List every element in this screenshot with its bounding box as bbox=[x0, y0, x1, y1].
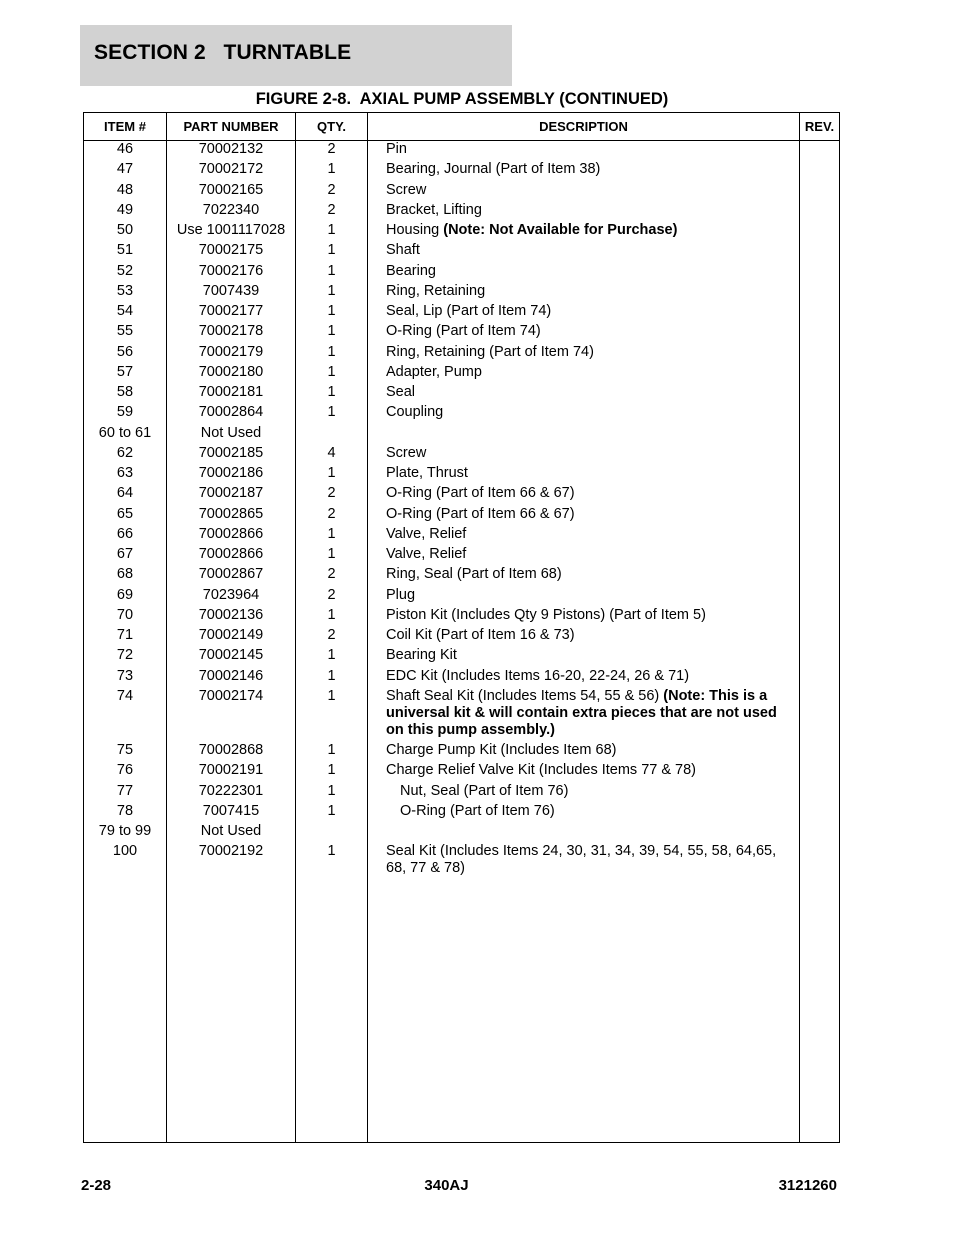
description-text: Bearing, Journal (Part of Item 38) bbox=[386, 161, 601, 178]
cell-item: 79 to 99 bbox=[98, 823, 152, 839]
cell-part-number: 70002176 bbox=[198, 262, 264, 279]
cell-description bbox=[386, 742, 798, 759]
cell-description bbox=[386, 843, 798, 877]
table-row bbox=[84, 425, 839, 445]
cell-qty: 2 bbox=[327, 181, 336, 198]
header-description: DESCRIPTION bbox=[539, 119, 628, 134]
cell-item: 77 bbox=[116, 782, 134, 799]
cell-qty: 1 bbox=[327, 762, 336, 779]
cell-item: 75 bbox=[116, 742, 134, 758]
cell-qty: 1 bbox=[327, 161, 336, 178]
cell-description bbox=[386, 364, 798, 381]
cell-qty: 1 bbox=[327, 242, 336, 259]
cell-qty: 1 bbox=[327, 363, 336, 380]
cell-item: 67 bbox=[116, 546, 134, 562]
cell-item: 48 bbox=[116, 181, 134, 198]
table-row bbox=[84, 742, 839, 762]
cell-part-number: 70002864 bbox=[198, 404, 264, 421]
description-text: Ring, Retaining bbox=[386, 282, 486, 299]
cell-item: 49 bbox=[116, 201, 134, 218]
description-text: Plate, Thrust bbox=[386, 465, 468, 481]
cell-qty: 1 bbox=[327, 323, 336, 340]
table-row bbox=[84, 607, 839, 627]
table-row bbox=[84, 404, 839, 424]
cell-qty: 1 bbox=[327, 802, 336, 819]
description-text: Screw bbox=[386, 181, 427, 198]
cell-item: 65 bbox=[116, 505, 134, 522]
cell-qty: 1 bbox=[327, 404, 336, 421]
table-row bbox=[84, 323, 839, 343]
cell-part-number: 70002136 bbox=[198, 606, 264, 623]
table-row bbox=[84, 647, 839, 667]
table-row bbox=[84, 566, 839, 586]
table-row bbox=[84, 242, 839, 262]
cell-description bbox=[386, 566, 798, 583]
cell-part-number: 70002146 bbox=[198, 667, 264, 684]
cell-item: 69 bbox=[116, 586, 134, 603]
table-row bbox=[84, 668, 839, 688]
table-row bbox=[84, 384, 839, 404]
cell-item: 47 bbox=[116, 161, 134, 178]
table-row bbox=[84, 627, 839, 647]
section-title: SECTION 2 TURNTABLE bbox=[94, 41, 352, 64]
cell-qty: 2 bbox=[327, 566, 336, 583]
cell-part-number: 70002179 bbox=[198, 343, 264, 360]
cell-item: 74 bbox=[116, 687, 134, 704]
header-item: ITEM # bbox=[104, 119, 146, 134]
cell-item: 50 bbox=[116, 222, 134, 238]
cell-description bbox=[386, 161, 798, 178]
table-row bbox=[84, 182, 839, 202]
cell-part-number: Not Used bbox=[200, 424, 262, 441]
cell-part-number: 70002866 bbox=[198, 525, 264, 542]
table-row bbox=[84, 688, 839, 742]
cell-description bbox=[386, 263, 798, 280]
cell-part-number: 70002187 bbox=[198, 485, 264, 502]
cell-description bbox=[386, 384, 798, 401]
cell-part-number: 7007415 bbox=[202, 802, 260, 819]
cell-item: 56 bbox=[116, 343, 134, 360]
cell-part-number: 70002192 bbox=[198, 843, 264, 860]
table-row bbox=[84, 546, 839, 566]
cell-item: 63 bbox=[116, 465, 134, 481]
description-text: Bracket, Lifting bbox=[386, 201, 482, 218]
table-row bbox=[84, 202, 839, 222]
cell-qty: 2 bbox=[327, 627, 336, 643]
cell-qty: 1 bbox=[327, 525, 336, 542]
cell-description bbox=[386, 182, 798, 199]
cell-part-number: 70002191 bbox=[198, 762, 264, 779]
cell-description bbox=[386, 283, 798, 300]
cell-item: 66 bbox=[116, 525, 134, 542]
cell-description bbox=[386, 762, 798, 779]
table-row bbox=[84, 506, 839, 526]
cell-item: 76 bbox=[116, 762, 134, 779]
cell-part-number: 70002175 bbox=[198, 242, 264, 259]
cell-qty: 2 bbox=[327, 485, 336, 502]
description-text: Ring, Seal (Part of Item 68) bbox=[386, 566, 562, 583]
cell-item: 51 bbox=[116, 242, 134, 259]
cell-qty: 1 bbox=[327, 647, 336, 664]
table-row bbox=[84, 283, 839, 303]
header-part-number: PART NUMBER bbox=[183, 119, 279, 134]
table-row bbox=[84, 303, 839, 323]
header-rev: REV. bbox=[804, 119, 835, 134]
section-banner bbox=[80, 25, 512, 86]
figure-title: FIGURE 2-8. AXIAL PUMP ASSEMBLY (CONTINUED) bbox=[255, 90, 669, 108]
cell-description bbox=[386, 141, 798, 158]
description-text: Valve, Relief bbox=[386, 546, 467, 562]
cell-part-number: 70222301 bbox=[198, 782, 264, 799]
cell-item: 70 bbox=[116, 606, 134, 623]
table-row bbox=[84, 803, 839, 823]
header-qty: QTY. bbox=[317, 119, 346, 134]
description-text: O-Ring (Part of Item 74) bbox=[386, 323, 541, 340]
cell-part-number: 70002867 bbox=[198, 566, 264, 583]
cell-part-number: 70002172 bbox=[198, 161, 264, 178]
cell-description bbox=[386, 404, 798, 421]
cell-part-number: 70002145 bbox=[198, 647, 264, 664]
cell-qty: 1 bbox=[327, 303, 336, 319]
cell-item: 78 bbox=[116, 802, 134, 819]
cell-item: 71 bbox=[116, 627, 134, 643]
cell-description bbox=[386, 222, 798, 239]
cell-description bbox=[386, 445, 798, 462]
cell-description bbox=[386, 344, 798, 361]
cell-qty: 1 bbox=[327, 782, 336, 799]
description-text: Seal, Lip (Part of Item 74) bbox=[386, 303, 552, 319]
cell-part-number: 70002866 bbox=[198, 546, 264, 562]
cell-item: 52 bbox=[116, 262, 134, 279]
cell-qty: 1 bbox=[327, 687, 336, 704]
model-name: 340AJ bbox=[424, 1177, 469, 1194]
description-note: (Note: This is a universal kit & will contain extra pieces that are not used on this pump assembly.) bbox=[386, 687, 777, 738]
cell-qty: 1 bbox=[327, 282, 336, 299]
cell-description bbox=[400, 783, 798, 800]
description-text: Housing bbox=[386, 222, 444, 238]
table-row bbox=[84, 762, 839, 782]
cell-qty: 1 bbox=[327, 667, 336, 684]
cell-item: 72 bbox=[116, 647, 134, 664]
cell-part-number: 70002149 bbox=[198, 627, 264, 643]
table-row bbox=[84, 485, 839, 505]
cell-description bbox=[386, 506, 798, 523]
cell-description bbox=[386, 587, 798, 604]
cell-item: 46 bbox=[116, 141, 134, 157]
table-row bbox=[84, 783, 839, 803]
doc-number: 3121260 bbox=[778, 1177, 837, 1194]
description-text: O-Ring (Part of Item 66 & 67) bbox=[386, 485, 575, 502]
description-text: Shaft bbox=[386, 242, 420, 259]
cell-part-number: 7022340 bbox=[202, 201, 260, 218]
cell-item: 62 bbox=[116, 444, 134, 461]
description-text: O-Ring (Part of Item 76) bbox=[400, 802, 555, 819]
cell-description bbox=[386, 526, 798, 543]
cell-part-number: 70002865 bbox=[198, 505, 264, 522]
cell-item: 100 bbox=[112, 843, 138, 860]
cell-item: 60 to 61 bbox=[98, 424, 152, 441]
cell-description bbox=[386, 607, 798, 624]
cell-qty: 1 bbox=[327, 465, 336, 481]
table-row bbox=[84, 843, 839, 880]
cell-description bbox=[386, 688, 798, 739]
description-text: Charge Relief Valve Kit (Includes Items 77 & 78) bbox=[386, 762, 697, 779]
description-text: Nut, Seal (Part of Item 76) bbox=[400, 782, 569, 799]
cell-item: 57 bbox=[116, 363, 134, 380]
cell-qty: 2 bbox=[327, 586, 336, 603]
cell-item: 54 bbox=[116, 303, 134, 319]
cell-description bbox=[386, 627, 798, 644]
cell-part-number: 70002174 bbox=[198, 687, 264, 704]
cell-item: 55 bbox=[116, 323, 134, 340]
cell-item: 53 bbox=[116, 282, 134, 299]
cell-part-number: 70002165 bbox=[198, 181, 264, 198]
cell-part-number: Not Used bbox=[200, 823, 262, 839]
cell-part-number: Use 1001117028 bbox=[176, 222, 286, 238]
cell-qty: 1 bbox=[327, 384, 336, 400]
cell-qty: 2 bbox=[327, 201, 336, 218]
cell-qty: 2 bbox=[327, 141, 336, 157]
cell-qty: 1 bbox=[327, 222, 336, 238]
description-text: Bearing Kit bbox=[386, 647, 457, 664]
cell-description bbox=[386, 202, 798, 219]
cell-part-number: 70002178 bbox=[198, 323, 264, 340]
description-text: Shaft Seal Kit (Includes Items 54, 55 & 56) bbox=[386, 687, 664, 704]
table-row bbox=[84, 344, 839, 364]
table-row bbox=[84, 587, 839, 607]
cell-description bbox=[386, 668, 798, 685]
description-text: Adapter, Pump bbox=[386, 363, 482, 380]
cell-qty: 1 bbox=[327, 343, 336, 360]
cell-item: 58 bbox=[116, 384, 134, 400]
cell-qty: 1 bbox=[327, 606, 336, 623]
cell-part-number: 7023964 bbox=[202, 586, 260, 603]
description-text: Bearing bbox=[386, 262, 436, 279]
table-row bbox=[84, 364, 839, 384]
description-text: Seal bbox=[386, 384, 416, 400]
cell-description bbox=[386, 546, 798, 563]
description-text: Coil Kit (Part of Item 16 & 73) bbox=[386, 627, 575, 643]
cell-qty: 1 bbox=[327, 546, 336, 562]
cell-qty: 2 bbox=[327, 505, 336, 522]
description-text: Ring, Retaining (Part of Item 74) bbox=[386, 343, 594, 360]
cell-part-number: 7007439 bbox=[202, 282, 260, 299]
cell-qty: 1 bbox=[327, 262, 336, 279]
description-text: Screw bbox=[386, 444, 427, 461]
description-note: (Note: Not Available for Purchase) bbox=[443, 222, 678, 238]
description-text: Valve, Relief bbox=[386, 525, 467, 542]
cell-part-number: 70002177 bbox=[198, 303, 264, 319]
cell-description bbox=[386, 485, 798, 502]
cell-qty: 1 bbox=[327, 843, 336, 860]
cell-item: 64 bbox=[116, 485, 134, 502]
table-row bbox=[84, 526, 839, 546]
table-row bbox=[84, 263, 839, 283]
table-row bbox=[84, 222, 839, 242]
table-body bbox=[84, 141, 839, 881]
cell-item: 68 bbox=[116, 566, 134, 583]
description-text: Seal Kit (Includes Items 24, 30, 31, 34, 39, 54, 55, 58, 64,65, 68, 77 & 78) bbox=[386, 843, 777, 877]
description-text: O-Ring (Part of Item 66 & 67) bbox=[386, 505, 575, 522]
cell-item: 59 bbox=[116, 404, 134, 421]
cell-part-number: 70002132 bbox=[198, 141, 264, 157]
cell-qty: 4 bbox=[327, 444, 336, 461]
page-number: 2-28 bbox=[81, 1177, 112, 1194]
cell-description bbox=[386, 303, 798, 320]
table-row bbox=[84, 823, 839, 843]
cell-part-number: 70002180 bbox=[198, 363, 264, 380]
cell-part-number: 70002868 bbox=[198, 742, 264, 758]
description-text: Pin bbox=[386, 141, 407, 157]
description-text: Piston Kit (Includes Qty 9 Pistons) (Part of Item 5) bbox=[386, 606, 706, 623]
description-text: EDC Kit (Includes Items 16-20, 22-24, 26 & 71) bbox=[386, 667, 690, 684]
table-row bbox=[84, 141, 839, 161]
cell-part-number: 70002181 bbox=[198, 384, 264, 400]
cell-description bbox=[386, 242, 798, 259]
parts-table bbox=[83, 112, 840, 1143]
cell-part-number: 70002185 bbox=[198, 444, 264, 461]
cell-description bbox=[386, 647, 798, 664]
cell-qty: 1 bbox=[327, 742, 336, 758]
cell-part-number: 70002186 bbox=[198, 465, 264, 481]
cell-item: 73 bbox=[116, 667, 134, 684]
description-text: Coupling bbox=[386, 404, 444, 421]
table-row bbox=[84, 161, 839, 181]
description-text: Plug bbox=[386, 586, 416, 603]
cell-description bbox=[386, 323, 798, 340]
cell-description bbox=[386, 465, 798, 482]
table-row bbox=[84, 445, 839, 465]
table-row bbox=[84, 465, 839, 485]
description-text: Charge Pump Kit (Includes Item 68) bbox=[386, 742, 617, 758]
cell-description bbox=[400, 803, 798, 820]
